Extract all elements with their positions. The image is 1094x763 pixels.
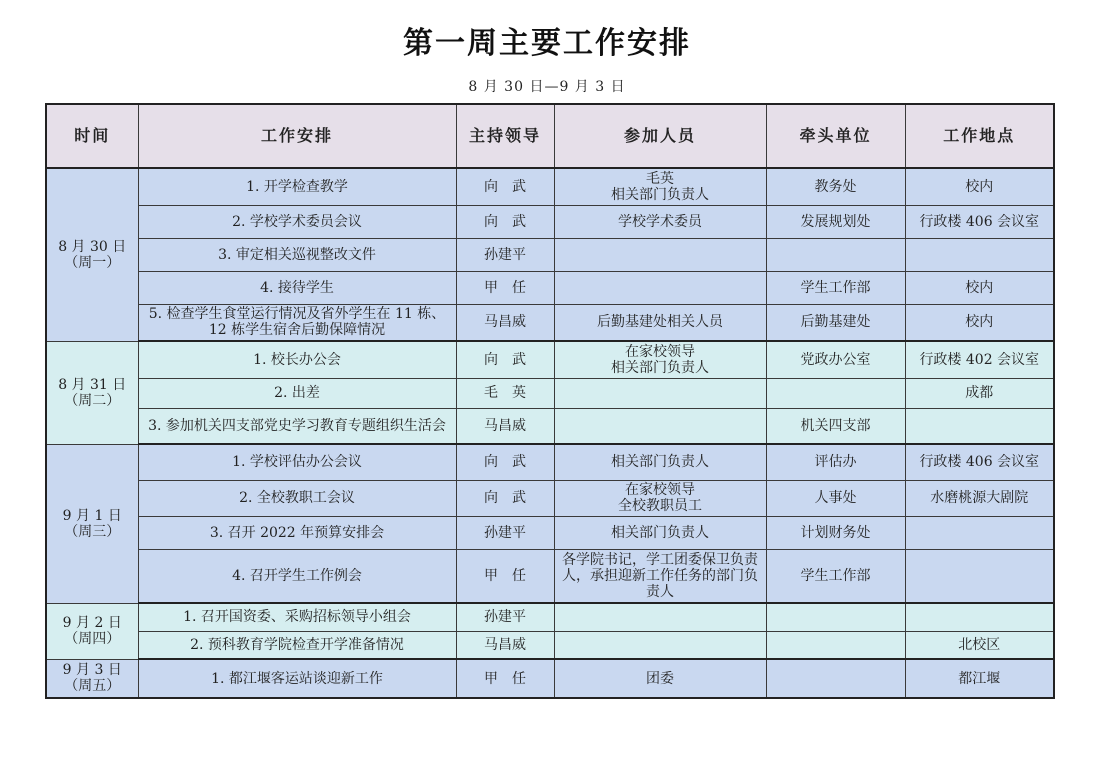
- place-cell: 都江堰: [905, 659, 1054, 698]
- leader-cell: 马昌威: [456, 304, 554, 341]
- header-time: 时间: [46, 104, 138, 168]
- header-leader: 主持领导: [456, 104, 554, 168]
- place-cell: 行政楼 406 会议室: [905, 444, 1054, 480]
- day-weekday: （周三）: [64, 523, 121, 540]
- unit-cell: 人事处: [766, 480, 905, 516]
- task-cell: 4. 接待学生: [138, 271, 456, 304]
- table-row: [46, 238, 1054, 271]
- task-cell: 1. 学校评估办公会议: [138, 444, 456, 480]
- header-participants: 参加人员: [554, 104, 766, 168]
- task-cell: 3. 召开 2022 年预算安排会: [138, 516, 456, 549]
- leader-cell: 向 武: [456, 168, 554, 205]
- day-date: 9 月 3 日: [62, 662, 122, 679]
- leader-cell: 马昌威: [456, 408, 554, 444]
- table-row: [46, 168, 1054, 205]
- leader-cell: 孙建平: [456, 238, 554, 271]
- schedule-body: [46, 168, 1054, 698]
- day-cell: [46, 341, 138, 444]
- leader-cell: 向 武: [456, 205, 554, 238]
- leader-cell: 向 武: [456, 341, 554, 378]
- unit-cell: [766, 603, 905, 631]
- header-place: 工作地点: [905, 104, 1054, 168]
- unit-cell: 教务处: [766, 168, 905, 205]
- participants-cell: [554, 238, 766, 271]
- unit-cell: [766, 659, 905, 698]
- participants-cell: 在家校领导 全校教职员工: [554, 480, 766, 516]
- participants-cell: 毛英 相关部门负责人: [554, 168, 766, 205]
- participants-cell: 团委: [554, 659, 766, 698]
- place-cell: 校内: [905, 168, 1054, 205]
- task-cell: 2. 学校学术委员会议: [138, 205, 456, 238]
- task-cell: 3. 审定相关巡视整改文件: [138, 238, 456, 271]
- day-weekday: （周二）: [64, 392, 121, 409]
- day-date: 9 月 2 日: [62, 615, 122, 631]
- task-cell: 2. 出差: [138, 378, 456, 408]
- day-weekday: （周四）: [64, 631, 121, 647]
- unit-cell: [766, 631, 905, 659]
- leader-cell: 马昌威: [456, 631, 554, 659]
- place-cell: 成都: [905, 378, 1054, 408]
- participants-cell: 各学院书记，学工团委保卫负责人，承担迎新工作任务的部门负责人: [554, 549, 766, 603]
- unit-cell: 党政办公室: [766, 341, 905, 378]
- unit-cell: 学生工作部: [766, 271, 905, 304]
- task-cell: 1. 召开国资委、采购招标领导小组会: [138, 603, 456, 631]
- unit-cell: 后勤基建处: [766, 304, 905, 341]
- place-cell: [905, 516, 1054, 549]
- task-cell: 1. 校长办公会: [138, 341, 456, 378]
- participants-cell: [554, 271, 766, 304]
- unit-cell: 机关四支部: [766, 408, 905, 444]
- participants-cell: 相关部门负责人: [554, 516, 766, 549]
- page-title: 第一周主要工作安排: [403, 26, 691, 61]
- participants-cell: [554, 378, 766, 408]
- task-cell: 1. 开学检查教学: [138, 168, 456, 205]
- participants-cell: [554, 603, 766, 631]
- day-date: 8 月 30 日: [58, 238, 127, 255]
- place-cell: 校内: [905, 271, 1054, 304]
- table-row: [46, 631, 1054, 659]
- table-row: [46, 480, 1054, 516]
- leader-cell: 向 武: [456, 444, 554, 480]
- table-row: [46, 603, 1054, 631]
- table-row: [46, 205, 1054, 238]
- day-date: 9 月 1 日: [62, 507, 122, 524]
- schedule-table: [45, 103, 1055, 699]
- day-cell: [46, 168, 138, 341]
- day-cell: [46, 659, 138, 698]
- task-cell: 4. 召开学生工作例会: [138, 549, 456, 603]
- place-cell: 校内: [905, 304, 1054, 341]
- day-cell: [46, 603, 138, 659]
- table-row: [46, 341, 1054, 378]
- place-cell: 行政楼 402 会议室: [905, 341, 1054, 378]
- task-cell: 1. 都江堰客运站谈迎新工作: [138, 659, 456, 698]
- task-cell: 3. 参加机关四支部党史学习教育专题组织生活会: [138, 408, 456, 444]
- unit-cell: 计划财务处: [766, 516, 905, 549]
- unit-cell: 学生工作部: [766, 549, 905, 603]
- place-cell: [905, 408, 1054, 444]
- unit-cell: [766, 378, 905, 408]
- leader-cell: 向 武: [456, 480, 554, 516]
- leader-cell: 甲 任: [456, 659, 554, 698]
- participants-cell: [554, 408, 766, 444]
- place-cell: [905, 603, 1054, 631]
- day-weekday: （周一）: [64, 254, 121, 271]
- table-row: [46, 271, 1054, 304]
- header-task: 工作安排: [138, 104, 456, 168]
- leader-cell: 甲 任: [456, 271, 554, 304]
- table-row: [46, 549, 1054, 603]
- table-row: [46, 304, 1054, 341]
- participants-cell: 学校学术委员: [554, 205, 766, 238]
- participants-cell: 相关部门负责人: [554, 444, 766, 480]
- day-cell: [46, 444, 138, 603]
- leader-cell: 孙建平: [456, 516, 554, 549]
- date-range-subtitle: 8 月 30 日—9 月 3 日: [468, 79, 626, 95]
- leader-cell: 甲 任: [456, 549, 554, 603]
- table-row: [46, 659, 1054, 698]
- place-cell: 行政楼 406 会议室: [905, 205, 1054, 238]
- place-cell: [905, 549, 1054, 603]
- day-date: 8 月 31 日: [58, 376, 127, 393]
- task-cell: 2. 预科教育学院检查开学准备情况: [138, 631, 456, 659]
- day-weekday: （周五）: [64, 678, 121, 695]
- participants-cell: 后勤基建处相关人员: [554, 304, 766, 341]
- table-row: [46, 378, 1054, 408]
- task-cell: 5. 检查学生食堂运行情况及省外学生在 11 栋、12 栋学生宿舍后勤保障情况: [138, 304, 456, 341]
- participants-cell: [554, 631, 766, 659]
- leader-cell: 毛 英: [456, 378, 554, 408]
- header-row: [46, 104, 1054, 168]
- leader-cell: 孙建平: [456, 603, 554, 631]
- unit-cell: 发展规划处: [766, 205, 905, 238]
- place-cell: 水磨桃源大剧院: [905, 480, 1054, 516]
- unit-cell: 评估办: [766, 444, 905, 480]
- place-cell: [905, 238, 1054, 271]
- table-row: [46, 408, 1054, 444]
- unit-cell: [766, 238, 905, 271]
- task-cell: 2. 全校教职工会议: [138, 480, 456, 516]
- header-unit: 牵头单位: [766, 104, 905, 168]
- table-row: [46, 516, 1054, 549]
- participants-cell: 在家校领导 相关部门负责人: [554, 341, 766, 378]
- place-cell: 北校区: [905, 631, 1054, 659]
- table-row: [46, 444, 1054, 480]
